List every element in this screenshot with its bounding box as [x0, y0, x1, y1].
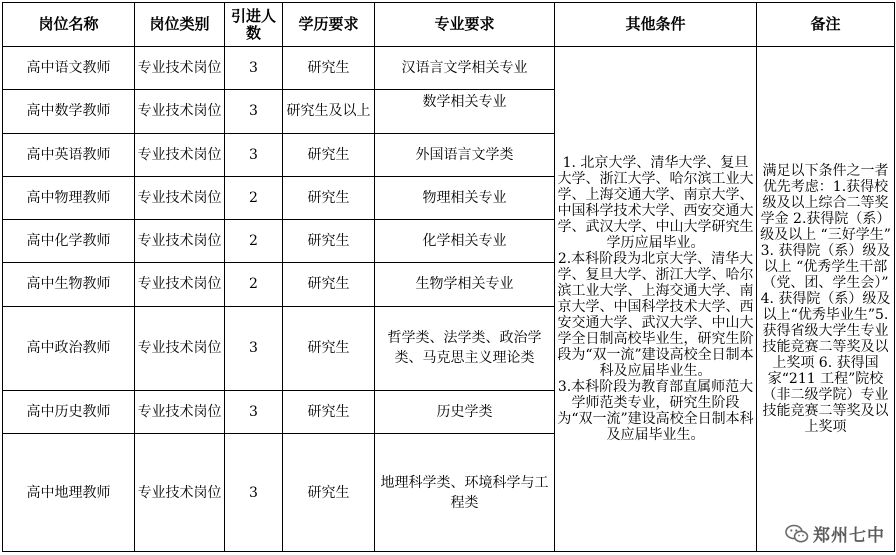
education-requirement: 研究生 — [283, 434, 375, 552]
education-requirement: 研究生 — [283, 220, 375, 263]
watermark — [782, 520, 888, 547]
position-count: 3 — [225, 133, 283, 176]
position-count: 2 — [225, 220, 283, 263]
position-type: 专业技术岗位 — [135, 133, 225, 176]
education-requirement: 研究生 — [283, 306, 375, 391]
other-condition-1: 1. 北京大学、清华大学、复旦大学、浙江大学、哈尔滨工业大学、上海交通大学、南京大学、中国科学技术大学、西安交通大学、武汉大学、中山大学研究生学历应届毕业。 — [557, 155, 754, 251]
position-type: 专业技术岗位 — [135, 176, 225, 219]
header-count: 引进人数 — [225, 3, 283, 47]
note-text: 满足以下条件之一者优先考虑：1.获得校级及以上综合二等奖学金 2.获得院（系）级及以上 “三好学生” 3. 获得院（系）级及以上 “优秀学生干部（党、团、学生会）” 4. 获得院（系）级及以上“优秀毕业生”5.获得省级大学生专业技能竞赛二等奖及以上奖项 6. 获得国家“211 工程”院校（非二级学院）专业技能竞赛二等奖及以上奖项 — [760, 163, 891, 435]
position-count: 3 — [225, 90, 283, 133]
education-requirement: 研究生 — [283, 176, 375, 219]
major-requirement: 历史学类 — [375, 391, 555, 434]
position-count: 2 — [225, 263, 283, 306]
education-requirement: 研究生 — [283, 263, 375, 306]
position-type: 专业技术岗位 — [135, 90, 225, 133]
position-count: 3 — [225, 47, 283, 90]
header-position-type: 岗位类别 — [135, 3, 225, 47]
major-requirement: 外国语言文学类 — [375, 133, 555, 176]
position-name: 高中地理教师 — [3, 434, 135, 552]
header-note: 备注 — [757, 3, 895, 47]
position-type: 专业技术岗位 — [135, 434, 225, 552]
education-requirement: 研究生及以上 — [283, 90, 375, 133]
position-name: 高中历史教师 — [3, 391, 135, 434]
education-requirement: 研究生 — [283, 133, 375, 176]
header-row — [3, 3, 895, 47]
position-type: 专业技术岗位 — [135, 220, 225, 263]
position-type: 专业技术岗位 — [135, 306, 225, 391]
position-type: 专业技术岗位 — [135, 263, 225, 306]
position-type: 专业技术岗位 — [135, 47, 225, 90]
position-name: 高中数学教师 — [3, 90, 135, 133]
position-type: 专业技术岗位 — [135, 391, 225, 434]
position-count: 3 — [225, 434, 283, 552]
position-name: 高中物理教师 — [3, 176, 135, 219]
position-name: 高中语文教师 — [3, 47, 135, 90]
major-requirement: 地理科学类、环境科学与工程类 — [375, 434, 555, 552]
note-cell — [757, 47, 895, 552]
major-requirement: 数学相关专业 — [375, 90, 555, 133]
education-requirement: 研究生 — [283, 47, 375, 90]
major-requirement: 化学相关专业 — [375, 220, 555, 263]
major-requirement: 汉语言文学相关专业 — [375, 47, 555, 90]
header-major: 专业要求 — [375, 3, 555, 47]
position-count: 3 — [225, 306, 283, 391]
position-name: 高中生物教师 — [3, 263, 135, 306]
recruitment-table — [2, 2, 895, 552]
major-requirement: 哲学类、法学类、政治学类、马克思主义理论类 — [375, 306, 555, 391]
major-requirement: 物理相关专业 — [375, 176, 555, 219]
other-condition-2: 2.本科阶段为北京大学、清华大学、复旦大学、浙江大学、哈尔滨工业大学、上海交通大学、南京大学、中国科学技术大学、西安交通大学、武汉大学、中山大学全日制高校毕业生，研究生阶段为“双一流”建设高校全日制本科及应届毕业生。 — [557, 251, 754, 379]
position-count: 3 — [225, 391, 283, 434]
position-name: 高中英语教师 — [3, 133, 135, 176]
education-requirement: 研究生 — [283, 391, 375, 434]
table-row — [3, 47, 895, 90]
other-conditions-cell — [555, 47, 757, 552]
other-condition-3: 3.本科阶段为教育部直属师范大学师范类专业，研究生阶段为“双一流”建设高校全日制本科及应届毕业生。 — [557, 379, 754, 443]
watermark-text: 郑州七中 — [813, 526, 885, 546]
wechat-icon — [785, 524, 809, 544]
major-requirement: 生物学相关专业 — [375, 263, 555, 306]
position-name: 高中化学教师 — [3, 220, 135, 263]
header-position-name: 岗位名称 — [3, 3, 135, 47]
header-education: 学历要求 — [283, 3, 375, 47]
position-name: 高中政治教师 — [3, 306, 135, 391]
position-count: 2 — [225, 176, 283, 219]
header-other-conditions: 其他条件 — [555, 3, 757, 47]
